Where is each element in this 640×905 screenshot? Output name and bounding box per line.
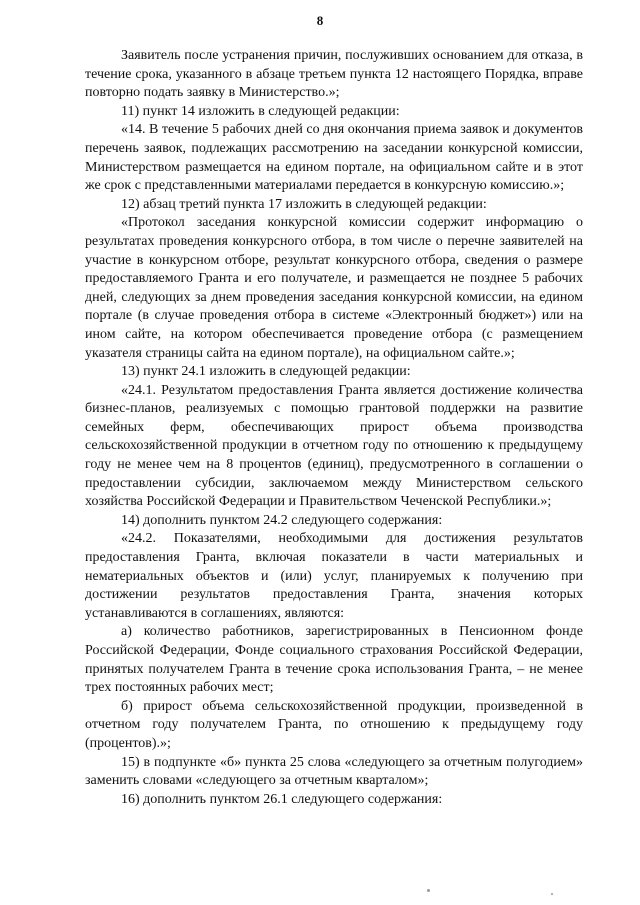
paragraph: 14) дополнить пунктом 24.2 следующего содержания: bbox=[121, 512, 443, 528]
paragraph: «24.2. Показателями, необходимыми для достижения результатов предоставления Гранта, включая показатели в части материальных и нематериальных объектов и (или) услуг, планируемых к получению при достижении результатов предоставления Гранта, значения которых устанавливаются в соглашениях, являются: bbox=[85, 531, 583, 621]
scan-artifact bbox=[551, 893, 553, 895]
paragraph: «14. В течение 5 рабочих дней со дня окончания приема заявок и документов перечень заявок, подлежащих рассмотрению на заседании конкурсной комиссии, Министерством размещается на едином портале, на официальном сайте и в этот же срок с представленными материалами передается в конкурсную комиссию.»; bbox=[85, 122, 583, 194]
paragraph: б) прирост объема сельскохозяйственной продукции, произведенной в отчетном году получателем Гранта, по отношению к предыдущему году (процентов).»; bbox=[85, 698, 583, 751]
paragraph: а) количество работников, зарегистрированных в Пенсионном фонде Российской Федерации, Фонде социального страхования Российской Федерации, принятых получателем Гранта в течение срока использования Гранта, – не менее трех постоянных рабочих мест; bbox=[85, 624, 583, 696]
paragraph: 12) абзац третий пункта 17 изложить в следующей редакции: bbox=[121, 196, 487, 212]
paragraph: «Протокол заседания конкурсной комиссии содержит информацию о результатах проведения конкурсного отбора, в том числе о перечне заявителей на участие в конкурсном отборе, результат конкурсного отбора, сведения о размере предоставляемого Гранта и его получателе, и размещается не позднее 5 рабочих дней, следующих за днем проведения заседания конкурсной комиссии, на едином портале (в случае проведения отбора в системе «Электронный бюджет») или на ином сайте, на котором обеспечивается проведение отбора (с размещением указателя страницы сайта на едином портале), на официальном сайте.»; bbox=[85, 215, 583, 361]
paragraph: Заявитель после устранения причин, послуживших основанием для отказа, в течение срока, указанного в абзаце третьем пункта 12 настоящего Порядка, вправе повторно подать заявку в Министерство.»; bbox=[85, 48, 583, 101]
paragraph: 15) в подпункте «б» пункта 25 слова «следующего за отчетным полугодием» заменить словами «следующего за отчетным кварталом»; bbox=[85, 754, 583, 789]
page-number: 8 bbox=[316, 13, 324, 28]
paragraph: 11) пункт 14 изложить в следующей редакции: bbox=[121, 103, 400, 119]
paragraph: 16) дополнить пунктом 26.1 следующего содержания: bbox=[121, 791, 443, 807]
scan-artifact bbox=[427, 889, 430, 892]
paragraph: 13) пункт 24.1 изложить в следующей редакции: bbox=[121, 364, 411, 380]
document-body bbox=[85, 47, 583, 809]
paragraph: «24.1. Результатом предоставления Гранта является достижение количества бизнес-планов, реализуемых с помощью грантовой поддержки на развитие семейных ферм, обеспечивающих прирост объема производства сельскохозяйственной продукции в отчетном году по отношению к предыдущему году не менее чем на 8 процентов (единиц), предусмотренного в соглашении о предоставлении субсидии, заключаемом между Министерством сельского хозяйства Российской Федерации и Правительством Чеченской Республики.»; bbox=[85, 382, 583, 510]
